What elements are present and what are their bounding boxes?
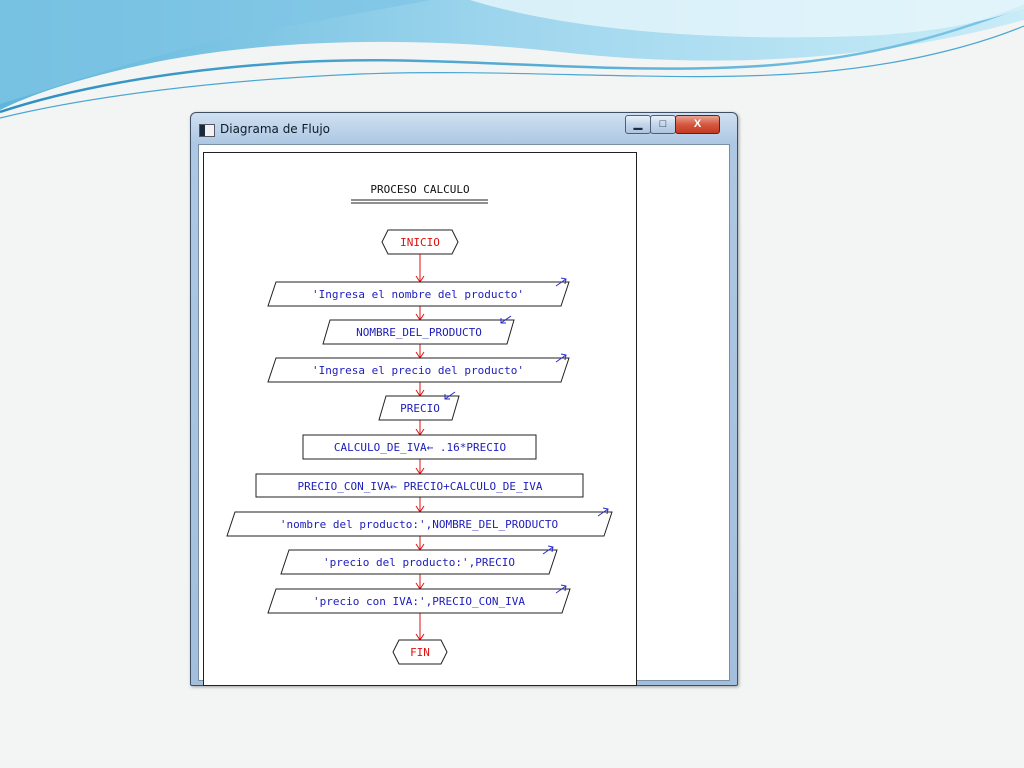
step-text: PRECIO_CON_IVA← PRECIO+CALCULO_DE_IVA <box>297 480 543 493</box>
step-text: 'precio con IVA:',PRECIO_CON_IVA <box>313 595 525 608</box>
close-button[interactable]: X <box>675 115 720 134</box>
step-text: NOMBRE_DEL_PRODUCTO <box>356 326 482 339</box>
flowchart-heading: PROCESO CALCULO <box>370 183 470 196</box>
start-label: INICIO <box>400 236 440 249</box>
step-text: 'Ingresa el precio del producto' <box>312 364 524 377</box>
step-text: 'nombre del producto:',NOMBRE_DEL_PRODUCTO <box>279 518 559 531</box>
step-text: 'Ingresa el nombre del producto' <box>312 288 524 301</box>
step-text: CALCULO_DE_IVA← .16*PRECIO <box>333 441 507 454</box>
maximize-button[interactable]: □ <box>650 115 676 134</box>
end-label: FIN <box>410 646 430 659</box>
window-title: Diagrama de Flujo <box>220 122 331 136</box>
step-text: 'precio del producto:',PRECIO <box>322 556 516 569</box>
step-text: PRECIO <box>400 402 440 415</box>
minimize-button[interactable]: ▁ <box>625 115 651 134</box>
